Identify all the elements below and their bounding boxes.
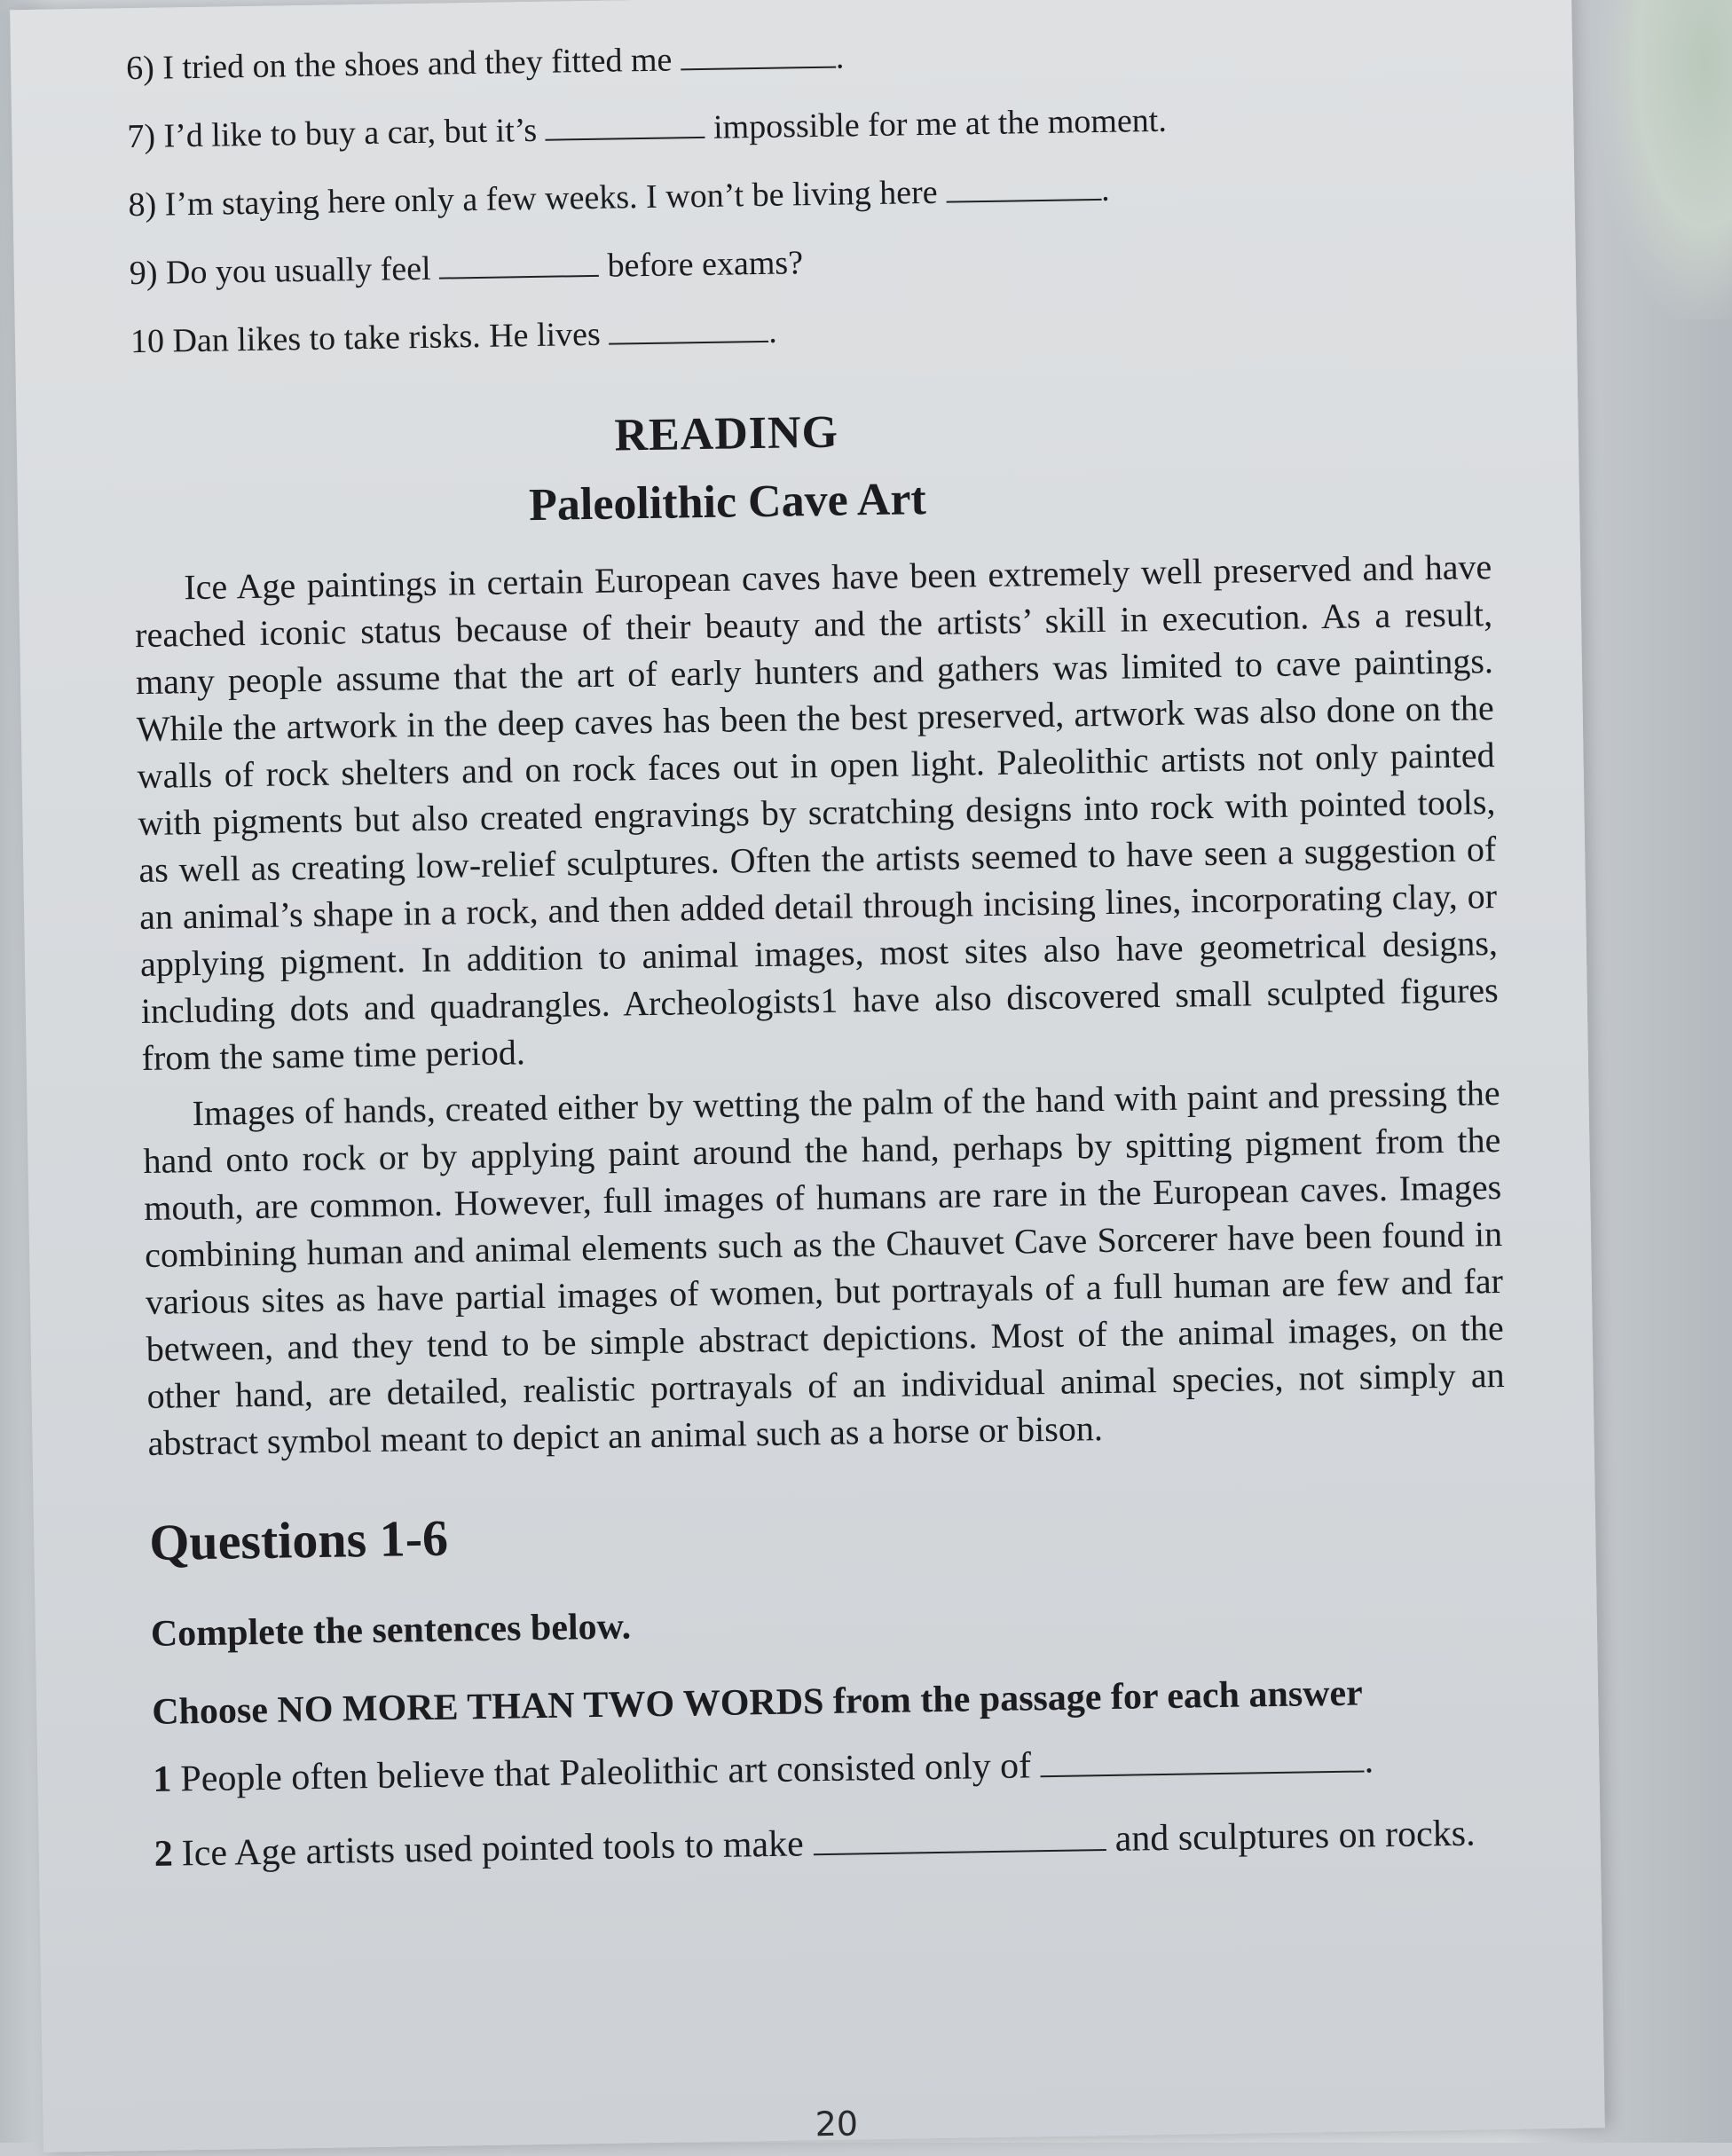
exercise-text: 10 Dan likes to take risks. He lives [130, 315, 602, 361]
answer-blank[interactable] [609, 314, 768, 345]
question-text: . [1364, 1740, 1374, 1782]
question-number: 2 [154, 1833, 174, 1875]
section-heading: READING [613, 406, 839, 461]
questions-instruction: Complete the sentences below. [150, 1606, 632, 1655]
answer-blank[interactable] [545, 110, 705, 141]
answer-blank[interactable] [680, 40, 835, 71]
answer-blank[interactable] [439, 248, 599, 279]
question-1 [153, 1729, 1538, 1807]
exercise-text: . [835, 38, 845, 76]
exercise-text: . [1100, 170, 1110, 209]
answer-blank[interactable] [1040, 1743, 1364, 1777]
question-2 [154, 1804, 1539, 1882]
exercise-text: 8) I’m staying here only a few weeks. I won’t be living here [128, 173, 938, 224]
article-title: Paleolithic Cave Art [528, 474, 927, 531]
answer-blank[interactable] [946, 172, 1101, 203]
passage-paragraph-1: Ice Age paintings in certain European caves have been extremely well preserved and have reached iconic status because of their beauty and the artists’ skill in execution. As a result, many people assume that the art of early hunters and gathers was limited to cave paintings. While the artwork in the deep caves has been the best preserved, artwork was also done on the walls of rock shelters and on rock faces out in open light. Paleolithic artists not only painted with pigments but also created engravings by scratching designs into rock with pointed tools, as well as creating low-relief sculptures. Often the artists seemed to have seen a suggestion of an animal’s shape in a rock, and then added detail through incising lines, incorporating clay, or applying pigment. In addition to animal images, most sites also have geometrical designs, including dots and quadrangles. Archeologists1 have also discovered small sculpted figures from the same time period. [134, 547, 1500, 1079]
page-number: 20 [815, 2104, 859, 2144]
exercise-text: before exams? [607, 244, 804, 285]
exercise-text: . [768, 312, 778, 350]
question-number: 1 [153, 1759, 172, 1800]
passage-paragraph-2: Images of hands, created either by wetting the palm of the hand with paint and pressing the hand onto rock or by applying paint around the hand, perhaps by spitting pigment from the mouth, are common. However, full images of humans are rare in the European caves. Images combining human and animal elements such as the Chauvet Cave Sorcerer have been found in various sites as have partial images of women, but portrayals of a full human are few and far between, and they tend to be simple abstract depictions. Most of the animal images, on the other hand, are detailed, realistic portrayals of an individual animal species, not simply an abstract symbol meant to depict an animal such as a horse or bison. [143, 1072, 1505, 1463]
questions-rule: Choose NO MORE THAN TWO WORDS from the passage for each answer [151, 1672, 1364, 1733]
page-content [126, 13, 1539, 1883]
question-text: People often believe that Paleolithic art consisted only of [180, 1745, 1032, 1800]
exercise-list [126, 13, 1516, 376]
question-text: and sculptures on rocks. [1114, 1813, 1476, 1860]
exercise-text: impossible for me at the moment. [712, 101, 1168, 146]
questions-heading: Questions 1-6 [148, 1508, 449, 1571]
book-page [10, 0, 1605, 2152]
exercise-text: 9) Do you usually feel [129, 249, 431, 293]
exercise-text: 7) I’d like to buy a car, but it’s [127, 111, 538, 156]
answer-blank[interactable] [813, 1822, 1106, 1855]
exercise-text: 6) I tried on the shoes and they fitted me [125, 41, 673, 88]
plant-leaf-decoration [1599, 0, 1732, 319]
question-text: Ice Age artists used pointed tools to make [181, 1823, 805, 1875]
